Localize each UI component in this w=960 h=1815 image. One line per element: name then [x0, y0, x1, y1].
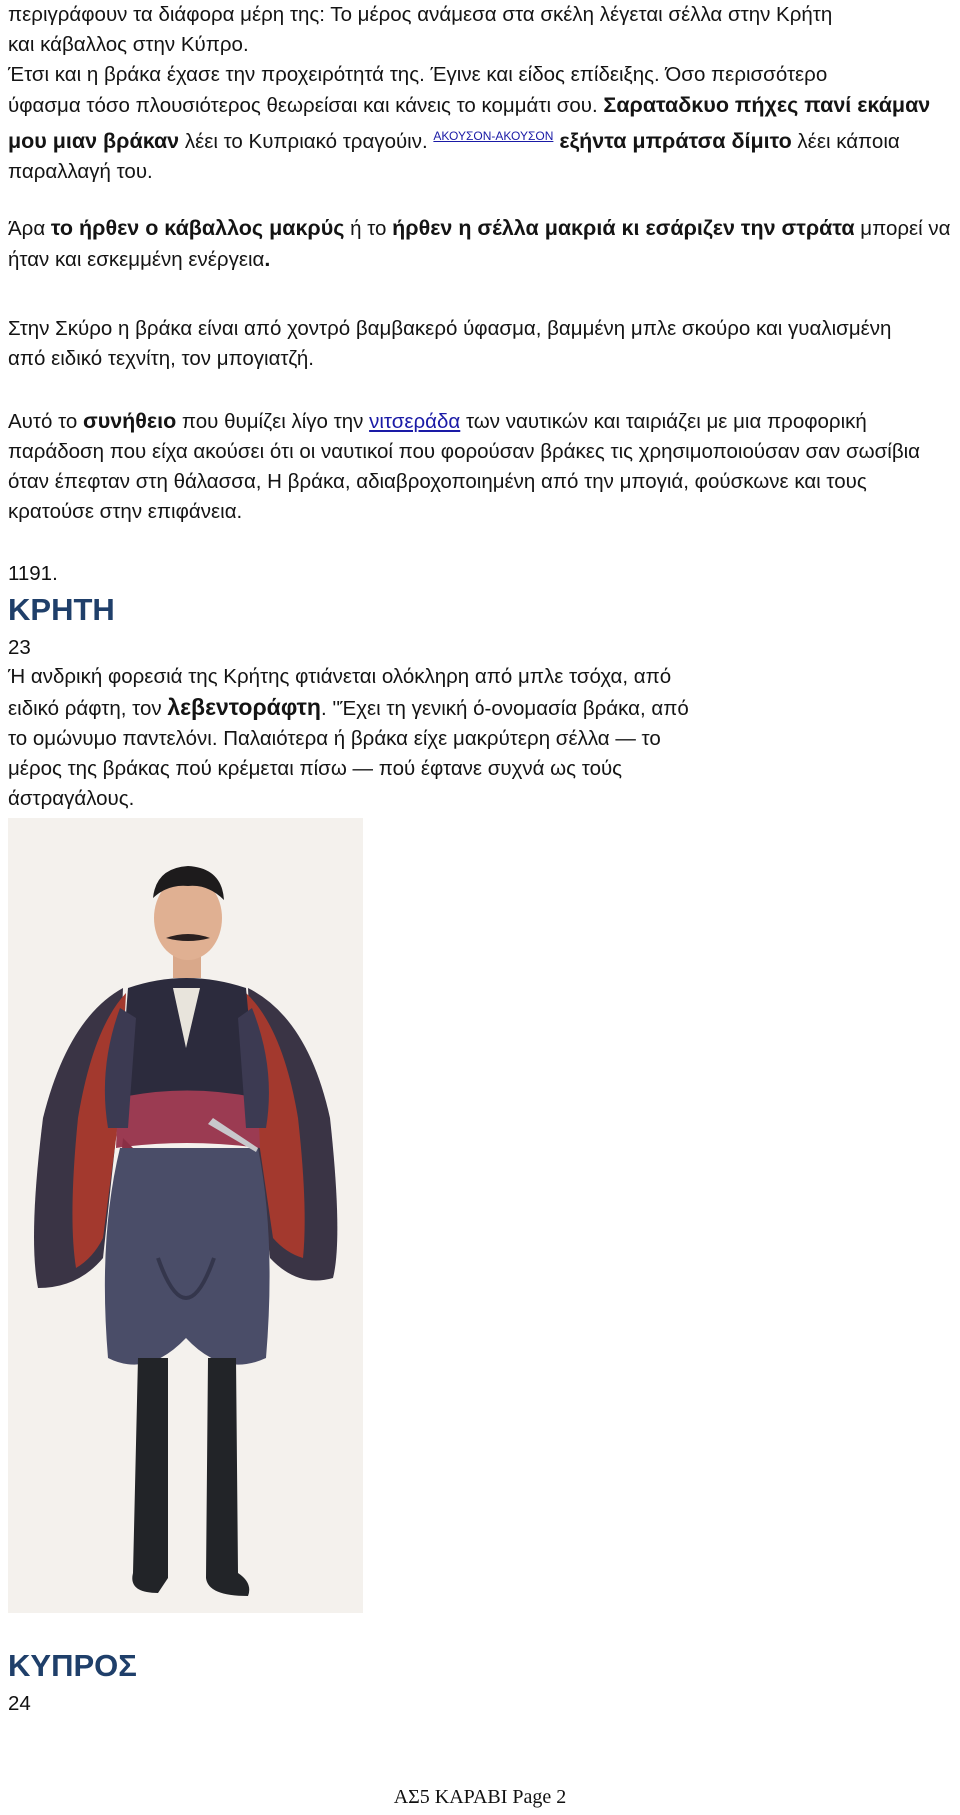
- text-span: ύφασμα τόσο πλουσιότερος θεωρείσαι και κάνεις το κομμάτι σου.: [8, 94, 604, 117]
- text-span: που θυμίζει λίγο την: [176, 410, 370, 433]
- text-span: . ''Έχει τη γενική ό-ονομασία βράκα, από το ομώνυμο παντελόνι. Παλαιότερα ή βράκα είχε μακρύτερη σέλλα — το μέρος της βράκας πού κρέμεται πίσω — πού έφτανε συχνά ως τούς άστραγάλους.: [8, 697, 689, 810]
- bold-verse: Σαραταδκυο πήχες πανί εκάμαν μου μιαν βράκαν: [8, 93, 931, 153]
- paragraph-crete: [8, 662, 708, 814]
- figure-number-crete: 23: [8, 636, 31, 659]
- text-span: λέει κάποια παραλλαγή του.: [8, 130, 900, 183]
- heading-cyprus: ΚΥΠΡΟΣ: [8, 1648, 137, 1683]
- text-line: και κάβαλλος στην Κύπρο.: [8, 33, 249, 56]
- figure-number-cyprus: 24: [8, 1692, 31, 1715]
- bold-phrase: το ήρθεν ο κάβαλλος μακρύς: [50, 216, 345, 240]
- text-span: λέει το Κυπριακό τραγούιν.: [179, 130, 434, 153]
- cretan-man-illustration: [8, 818, 363, 1613]
- bold-word: συνήθειο: [82, 409, 177, 433]
- text-span: μπορεί να ήταν και εσκεμμένη ενέργεια: [8, 217, 951, 271]
- text-span: των ναυτικών και ταιριάζει με μια προφορική παράδοση που είχα ακούσει ότι οι ναυτικοί που φορούσαν βράκες τις χρησιμοποιούσαν σαν σωσίβια όταν έπεφταν στη θάλασσα, Η βράκα, αδιαβροχοποιημένη από την μπογιά, φούσκωνε και τους κρατούσε στην επιφάνεια.: [8, 410, 921, 523]
- bold-word: λεβεντοράφτη: [167, 694, 321, 720]
- heading-crete: ΚΡΗΤΗ: [8, 592, 115, 627]
- nitserada-link[interactable]: νιτσεράδα: [369, 410, 461, 433]
- cretan-costume-photo: [8, 818, 363, 1613]
- text-span: ή το: [344, 217, 393, 240]
- text-span: Αυτό το: [8, 410, 83, 433]
- text-line: περιγράφουν τα διάφορα μέρη της: Το μέρος ανάμεσα στα σκέλη λέγεται σέλλα στην Κρήτη: [8, 3, 833, 26]
- text-span: Άρα: [8, 217, 51, 240]
- akouson-link[interactable]: ΑΚΟΥΣΟΝ-ΑΚΟΥΣΟΝ: [433, 129, 554, 143]
- page-footer: ΑΣ5 ΚΑΡΑΒΙ Page 2: [393, 1786, 567, 1808]
- text-paragraph: [8, 90, 954, 187]
- paragraph-skyros: Στην Σκύρο η βράκα είναι από χοντρό βαμβακερό ύφασμα, βαμμένη μπλε σκούρο και γυαλισμένη από ειδικό τεχνίτη, τον μπογιατζή.: [8, 317, 892, 370]
- bold-dot: .: [264, 247, 271, 271]
- text-line: Έτσι και η βράκα έχασε την προχειρότητά της. Έγινε και είδος επίδειξης. Όσο περισσότερο: [8, 63, 828, 86]
- section-number: 1191.: [8, 562, 58, 585]
- bold-phrase: ήρθεν η σέλλα μακριά κι εσάριζεν την στράτα: [392, 216, 855, 240]
- paragraph-kavallos: [8, 213, 954, 275]
- paragraph-nitserada: [8, 406, 948, 527]
- text-span: Ή ανδρική φορεσιά της Κρήτης φτιάνεται ολόκληρη από μπλε τσόχα, από ειδικό ράφτη, τον: [8, 665, 672, 720]
- bold-verse-variant: εξήντα μπράτσα δίμιτο: [553, 129, 792, 153]
- paragraph-vraka-intro: [8, 0, 954, 187]
